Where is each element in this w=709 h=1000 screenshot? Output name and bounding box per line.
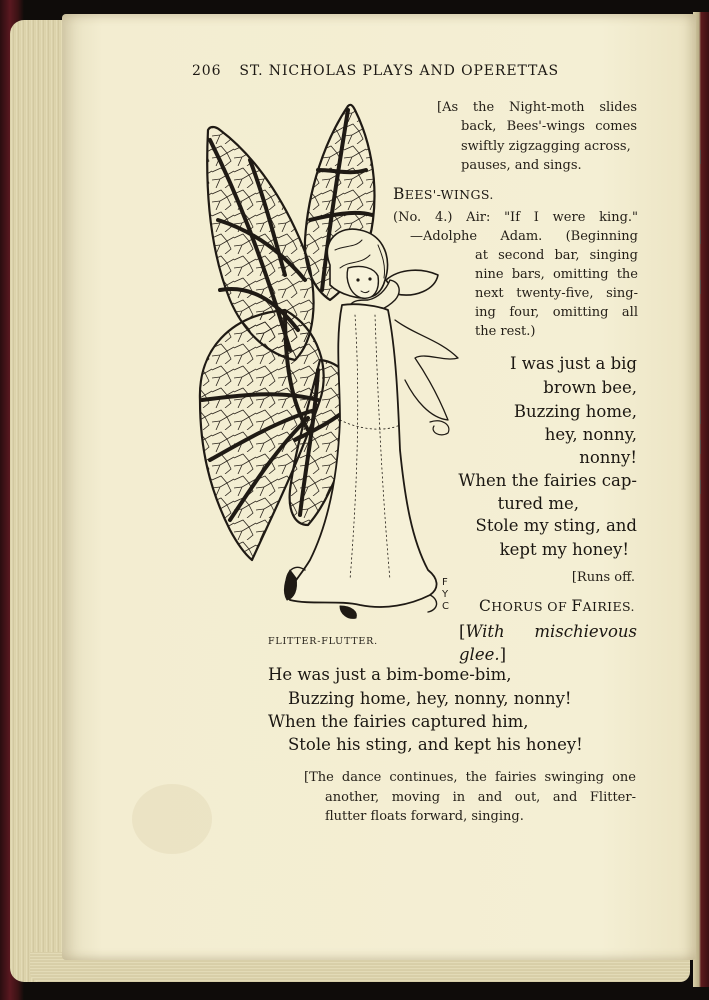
song-line: tured me,: [497, 494, 579, 513]
facing-page-margin: [700, 150, 709, 630]
song-line: He was just a bim-bome-bim,: [268, 665, 512, 684]
artist-monogram: [441, 577, 449, 612]
stage-direction-1-line: [As the Night-moth slides: [437, 100, 637, 115]
running-title: ST. NICHOLAS PLAYS AND OPERETTAS: [239, 63, 559, 79]
illustration-caption: FLITTER-FLUTTER.: [268, 636, 378, 647]
song-line: brown bee,: [543, 378, 637, 397]
music-note-line: ing four, omitting all: [475, 305, 638, 320]
stage-direction-2-line: flutter floats forward, singing.: [325, 809, 524, 824]
song-line: kept my honey!: [499, 540, 629, 559]
song-line: When the fairies cap-: [458, 471, 637, 490]
monogram-letter: C: [442, 601, 449, 612]
song-line: Buzzing home,: [513, 402, 637, 421]
chorus-direction-line: [With mischievous: [459, 622, 637, 641]
music-note-line: the rest.): [475, 324, 536, 339]
page-number: 206: [192, 63, 222, 79]
chorus-direction-line: glee.]: [459, 645, 507, 664]
running-head: [192, 63, 559, 79]
fairy-scarf: [395, 320, 458, 420]
song-line: nonny!: [579, 448, 637, 467]
music-note-line: (No. 4.) Air: "If I were king.": [393, 210, 638, 225]
music-note-line: nine bars, omitting the: [475, 267, 638, 282]
music-note-line: next twenty-five, sing-: [475, 286, 638, 301]
upper-left-wing: [207, 127, 313, 360]
song-line: When the fairies captured him,: [268, 712, 529, 731]
music-note-line: at second bar, singing: [475, 248, 638, 263]
flitter-flutter-fairy-illustration: [190, 100, 460, 630]
song-line: Stole his sting, and kept his honey!: [288, 735, 583, 754]
monogram-letter: Y: [442, 589, 449, 600]
song-line: Buzzing home, hey, nonny, nonny!: [288, 689, 572, 708]
fairy-shoe: [340, 606, 356, 618]
stage-direction-2-line: another, moving in and out, and Flitter-: [325, 790, 636, 805]
stage-direction-1-line: pauses, and sings.: [461, 158, 582, 173]
speaker-name-bees-wings: BEES'-WINGS.: [393, 185, 494, 203]
monogram-letter: F: [442, 577, 448, 588]
stage-direction-runs-off: [Runs off.: [571, 570, 635, 585]
music-note-line: —Adolphe Adam. (Beginning: [410, 229, 638, 244]
song-line: I was just a big: [509, 354, 637, 373]
stage-direction-1-line: swiftly zigzagging across,: [461, 139, 631, 154]
stage-direction-1-line: back, Bees'-wings comes: [461, 119, 637, 134]
song-line: hey, nonny,: [544, 425, 637, 444]
stage-direction-2-line: [The dance continues, the fairies swinging one: [304, 770, 636, 785]
song-line: Stole my sting, and: [475, 516, 637, 535]
speaker-name-chorus-of-fairies: CHORUS OF FAIRIES.: [479, 597, 635, 615]
